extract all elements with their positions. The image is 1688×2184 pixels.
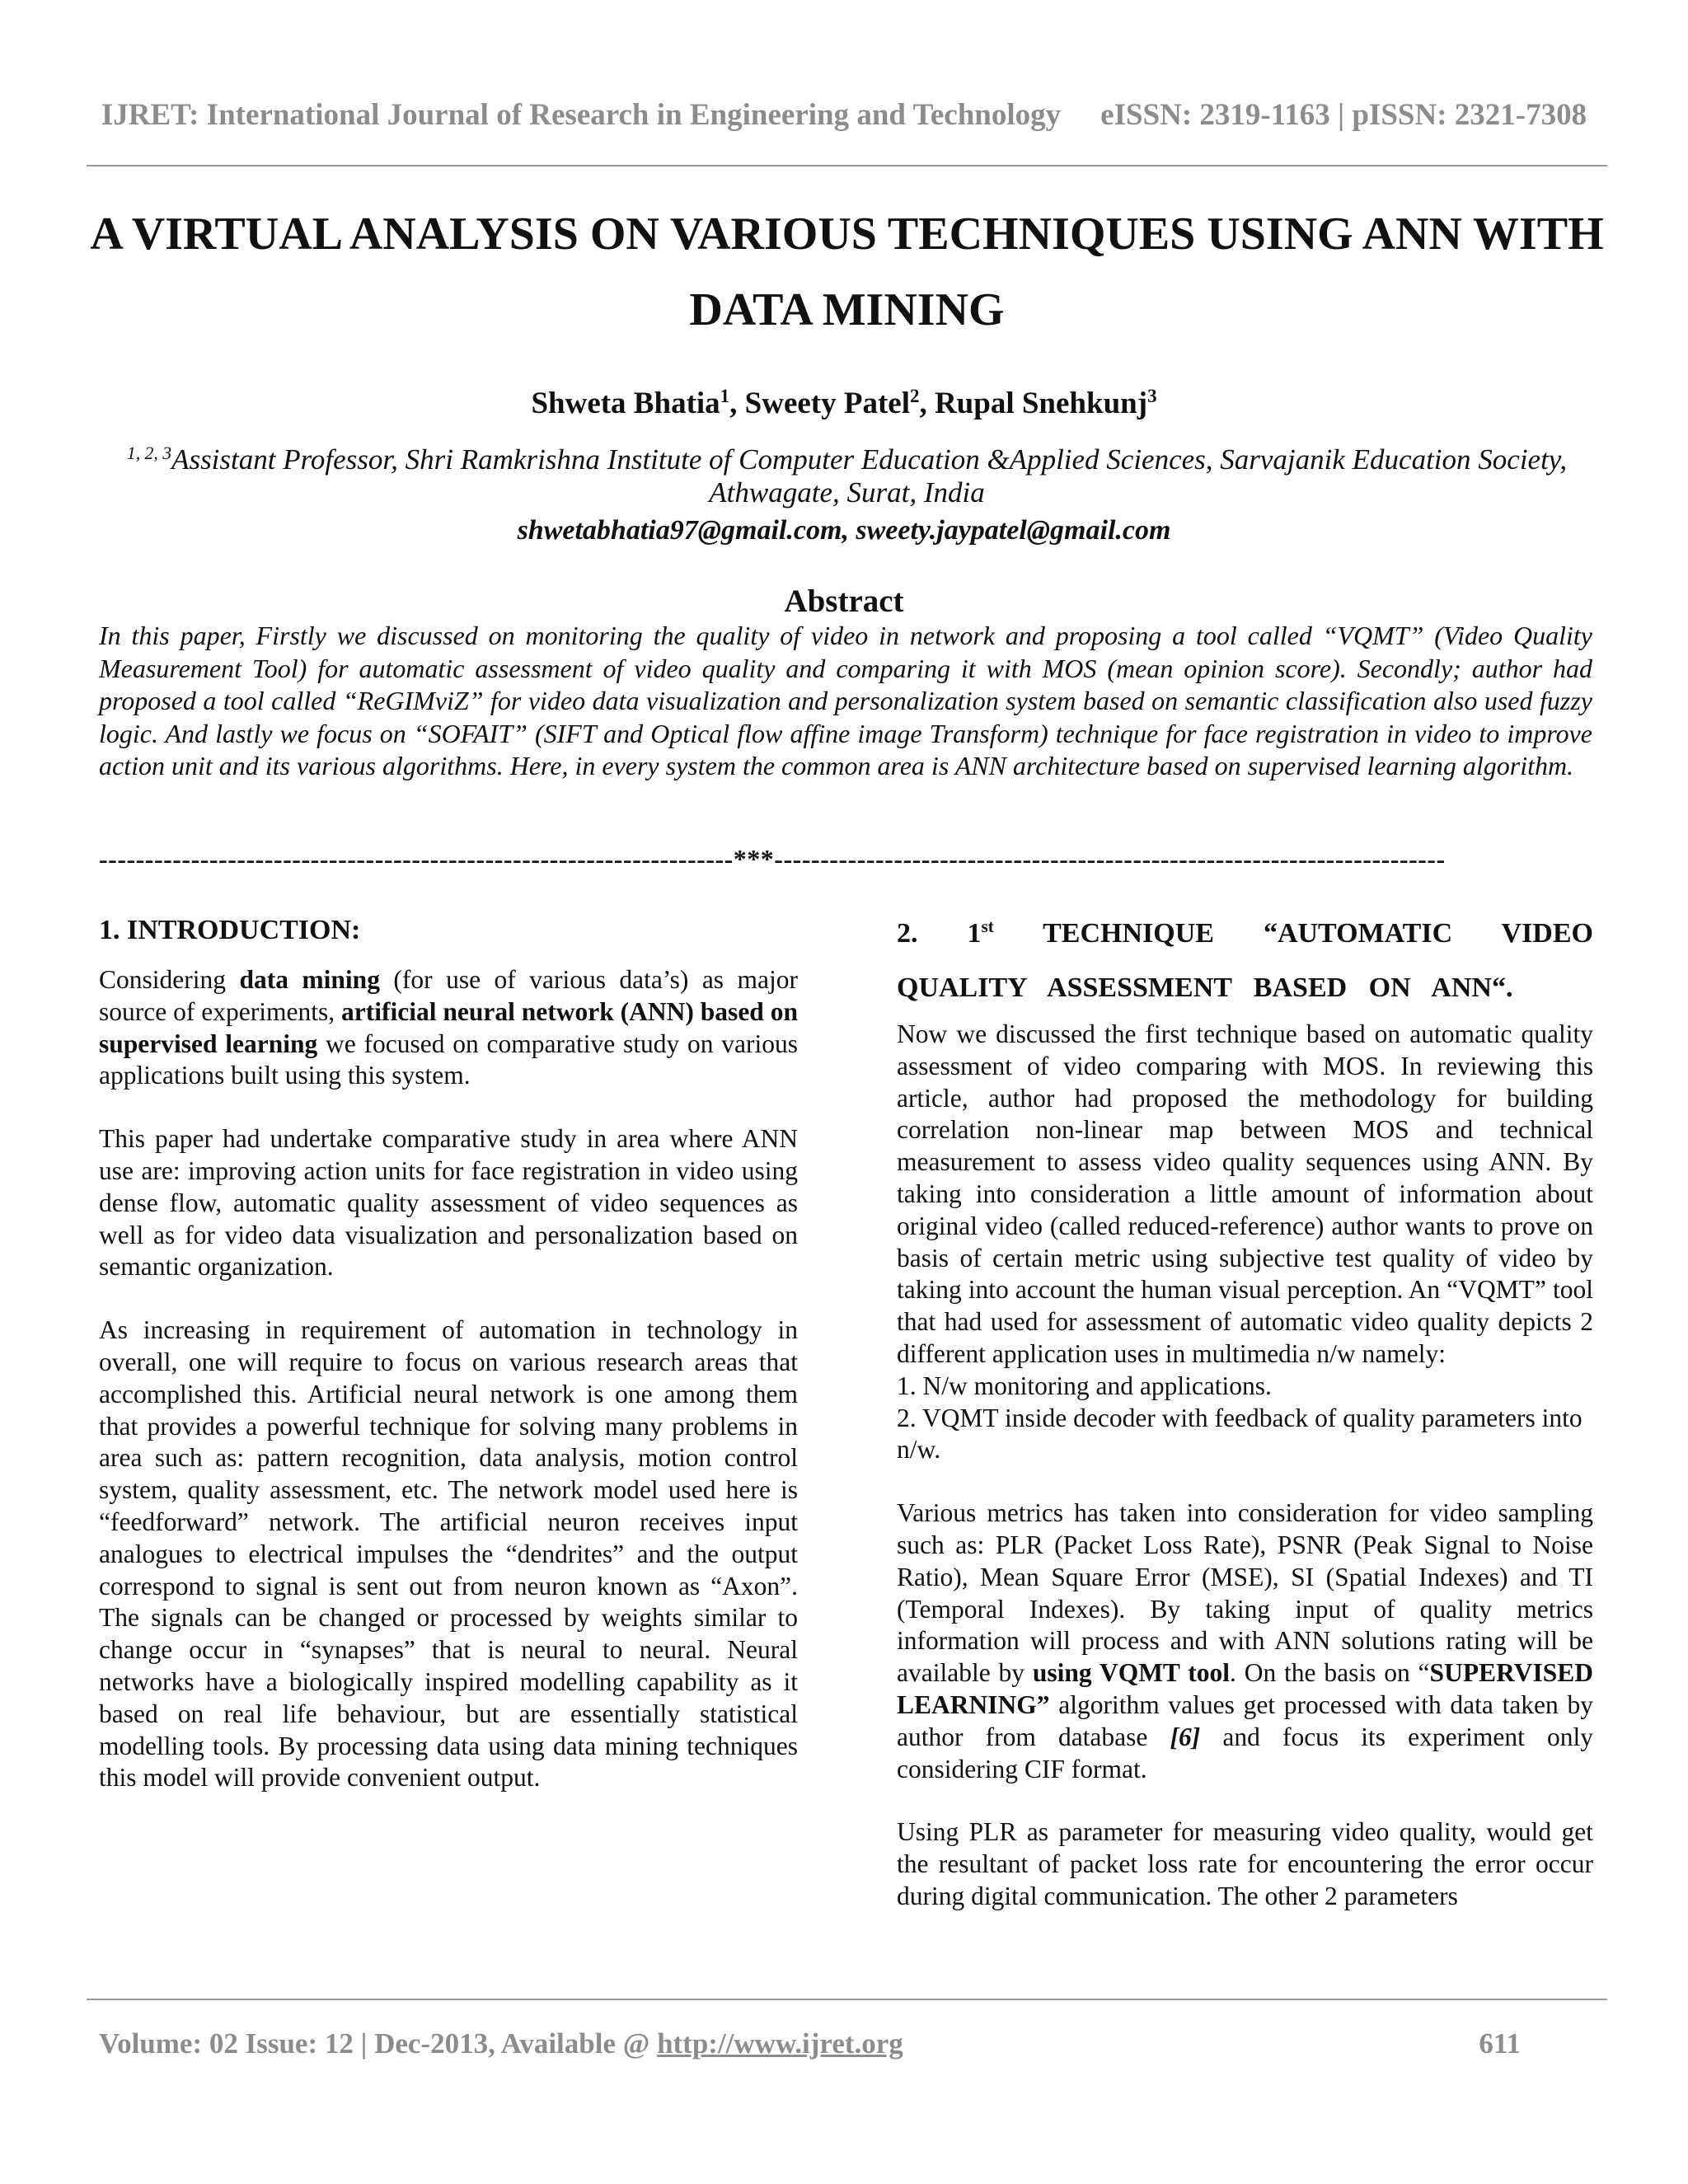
paper-title: A VIRTUAL ANALYSIS ON VARIOUS TECHNIQUES USING ANN WITH DATA MINING <box>90 209 1604 335</box>
intro-heading: 1. INTRODUCTION: <box>99 915 361 945</box>
left-column <box>99 907 798 1825</box>
journal-link[interactable]: http://www.ijret.org <box>657 2027 903 2060</box>
page-number: 611 <box>1479 2027 1521 2060</box>
affiliation-mark: 1, 2, 3 <box>126 443 172 464</box>
affiliation-text: Assistant Professor, Shri Ramkrishna Institute of Computer Education &Applied Sciences, Sarvajanik Education Society, Athwagate, Surat, India <box>171 443 1568 509</box>
abstract-text: In this paper, Firstly we discussed on monitoring the quality of video in network and proposing a tool called “VQMT” (Video Quality Measurement Tool) for automatic assessment of video quality and comparing it with MOS (mean opinion score). Secondly; author had proposed a tool called “ReGIMviZ” for video data visualization and personalization system based on semantic classification also used fuzzy logic. And lastly we focus on “SOFAIT” (SIFT and Optical flow affine image Transform) technique for face registration in video to improve action unit and its various algorithms. Here, in every system the common area is ANN architecture based on supervised learning algorithm. <box>99 621 1592 780</box>
author-affiliation-mark: 1 <box>720 386 730 407</box>
section2-paragraph-1: Now we discussed the first technique based on automatic quality assessment of video comparing with MOS. In reviewing this article, author had proposed the methodology for building correlation non-linear map between MOS and technical measurement to assess video quality sequences using ANN. By taking into consideration a little amount of information about original video (called reduced-reference) author wants to prove on basis of certain metric using subjective test quality of video by taking into account the human visual perception. An “VQMT” tool that had used for assessment of automatic video quality depicts 2 different application uses in multimedia n/w namely: 1. N/w monitoring and applications. 2. VQMT inside decoder with feedback of quality parameters into n/w. <box>897 1019 1593 1466</box>
affiliation <box>115 443 1578 509</box>
issn-numbers: eISSN: 2319-1163 | pISSN: 2321-7308 <box>1100 98 1587 132</box>
author-name: Rupal Snehkunj <box>934 387 1148 420</box>
citation-ref: [6] <box>1170 1722 1201 1751</box>
author-affiliation-mark: 3 <box>1147 386 1157 407</box>
list-item: 2. VQMT inside decoder with feedback of quality parameters into n/w. <box>897 1403 1582 1465</box>
intro-paragraph-2: This paper had undertake comparative study in area where ANN use are: improving action units for face registration in video using dense flow, automatic quality assessment of video sequences as well as for video data visualization and personalization based on semantic organization. <box>99 1124 798 1282</box>
intro-paragraph-1: Considering data mining (for use of various data’s) as major source of experiments, artificial neural network (ANN) based on supervised learning we focused on comparative study on various applications built using this system. <box>99 965 798 1090</box>
abstract-heading: Abstract <box>784 583 904 619</box>
author-name: Sweety Patel <box>744 387 910 420</box>
intro-paragraph-3: As increasing in requirement of automation in technology in overall, one will require to focus on various research areas that accomplished this. Artificial neural network is one among them that provides a powerful technique for solving many problems in area such as: pattern recognition, data analysis, motion control system, quality assessment, etc. The network model used here is “feedforward” network. The artificial neuron receives input analogues to electrical impulses the “dendrites” and the output correspond to signal is sent out from neuron known as “Axon”. The signals can be changed or processed by weights similar to change occur in “synapses” that is neural to neural. Neural networks have a biologically inspired modelling capability as it based on real life behaviour, but are essentially statistical modelling tools. By processing data using data mining techniques this model will provide convenient output. <box>99 1315 798 1793</box>
section2-heading: 2. 1st TECHNIQUE “AUTOMATIC VIDEO QUALITY ASSESSMENT BASED ON ANN“. <box>897 916 1593 1003</box>
author-affiliation-mark: 2 <box>909 386 920 407</box>
section2-paragraph-2: Various metrics has taken into consideration for video sampling such as: PLR (Packet Loss Rate), PSNR (Peak Signal to Noise Ratio), Mean Square Error (MSE), SI (Spatial Indexes) and TI (Temporal Indexes). By taking input of quality metrics information will process and with ANN solutions rating will be available by using VQMT tool. On the basis on “SUPERVISED LEARNING” algorithm values get processed with data taken by author from database [6] and focus its experiment only considering CIF format. <box>897 1498 1593 1783</box>
running-header <box>0 97 1688 133</box>
header-rule <box>87 165 1607 166</box>
author-emails: shwetabhatia97@gmail.com, sweety.jaypatel@gmail.com <box>517 515 1171 546</box>
journal-name: IJRET: International Journal of Research in Engineering and Technology <box>101 98 1062 132</box>
section2-paragraph-3: Using PLR as parameter for measuring video quality, would get the resultant of packet loss rate for encountering the error occur during digital communication. The other 2 parameters <box>897 1817 1593 1910</box>
author-list: Shweta Bhatia$^1$, Sweety Patel$^2$, Rupal Snehkunj$^3$ <box>531 386 1157 420</box>
page-footer <box>99 2027 1521 2060</box>
footer-issue-info: Volume: 02 Issue: 12 | Dec-2013, Available @ <box>99 2027 658 2060</box>
footer-rule <box>87 1999 1607 2000</box>
right-column <box>897 907 1593 1944</box>
author-name: Shweta Bhatia <box>531 387 720 420</box>
list-item: 1. N/w monitoring and applications. <box>897 1371 1272 1400</box>
section-separator: ---------------------------------------------------------------------***------------------------------------------------------------------------- <box>99 844 1446 874</box>
